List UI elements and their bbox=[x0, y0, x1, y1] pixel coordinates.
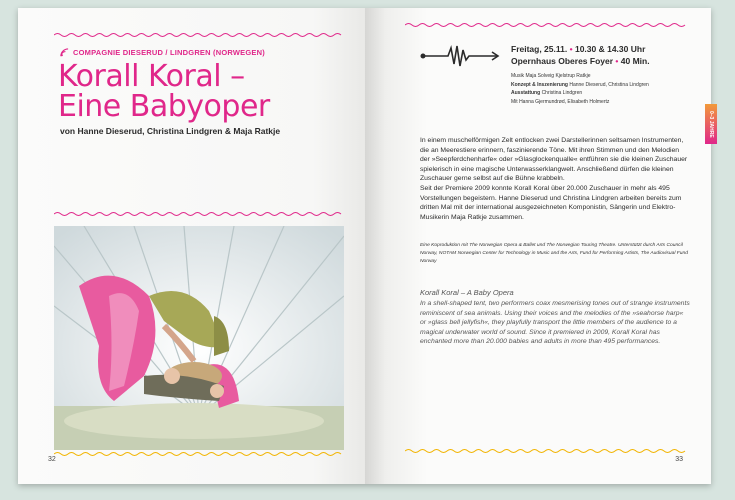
authors: von Hanne Dieserud, Christina Lindgren & Maja Ratkje bbox=[60, 126, 281, 136]
separator-dot: • bbox=[569, 44, 573, 54]
wavy-divider-bottom-right bbox=[405, 448, 690, 454]
wavy-divider-bottom-left bbox=[54, 451, 344, 457]
venue-name: Opernhaus Oberes Foyer bbox=[511, 56, 614, 66]
page-number-right: 33 bbox=[675, 456, 683, 463]
credit-row: Ausstattung Christina Lindgren bbox=[511, 90, 583, 96]
company-name: COMPAGNIE DIESERUD / LINDGREN (NORWEGEN) bbox=[73, 48, 265, 57]
page-number-left: 32 bbox=[48, 456, 56, 463]
credit-row: Konzept & Inszenierung Hanne Dieserud, Christina Lindgren bbox=[511, 81, 649, 88]
body-paragraph-1: In einem muschelförmigen Zelt entlocken zwei Darstellerinnen seltsamen Instrumenten, die an Meerestiere erinnern, faszinierende Töne. Mit ihren Stimmen und den Melodien der »Seepferdchenharfe« oder »Glasglockenqualle« entführen sie die kleinen Zuschauer spielerisch in eine magische Unterwasserklangwelt. Anschließend dürfen die kleinen Zuschauer gerne selbst auf die Bühne krabbeln. bbox=[420, 137, 688, 183]
age-tab: 0–3 JAHRE bbox=[705, 104, 717, 144]
wavy-divider-top-right bbox=[405, 22, 690, 28]
right-page bbox=[365, 8, 714, 484]
credit-row: Mit Hanna Gjermundrød, Elisabeth Holmertz bbox=[511, 98, 610, 105]
left-page bbox=[18, 8, 365, 484]
wavy-divider-mid-left bbox=[54, 211, 344, 217]
performance-photo bbox=[54, 226, 344, 450]
coproduction-note: Eine Koproduktion mit The Norwegian Opera & Ballet und The Norwegian Touring Theatre. Unterstützt durch Arts Council Norway, NOTAM Norwegian Center for Technology in Music and the Arts, Fund for Performing Artists, The Audiovisual Fund Norway bbox=[420, 243, 688, 264]
heartbeat-icon bbox=[420, 44, 500, 68]
page-title bbox=[58, 59, 348, 124]
brochure-spread bbox=[18, 8, 714, 484]
credit-row: Musik Maja Solveig Kjelstrup Ratkje bbox=[511, 73, 591, 79]
separator-dot: • bbox=[615, 56, 619, 66]
credits-list bbox=[511, 72, 649, 106]
body-text-german bbox=[420, 136, 690, 222]
event-day: Freitag, 25.11. bbox=[511, 44, 568, 54]
wavy-divider-top-left bbox=[54, 32, 344, 38]
event-venue bbox=[511, 56, 650, 66]
event-times: 10.30 & 14.30 Uhr bbox=[574, 44, 646, 54]
company-label bbox=[60, 48, 265, 57]
signal-icon bbox=[60, 48, 69, 57]
body-text-english: In a shell-shaped tent, two performers coax mesmerising tones out of strange instruments reminiscent of sea animals. Using their voices and the melodies of the »seahorse harp« or »glass bell jellyfish«, they playfully transport the little members of the audience to a magical underwater world of sound. Since it premiered in 2009, Korall Koral has enchanted more than 20.000 babies and adults in more than 495 performances. bbox=[420, 300, 690, 346]
english-title: Korall Koral – A Baby Opera bbox=[420, 288, 514, 297]
title-line-1: Korall Koral – bbox=[58, 59, 245, 94]
body-paragraph-2: Seit der Premiere 2009 konnte Korall Koral über 20.000 Zuschauer in mehr als 495 Vorstellungen begeistern. Hanne Dieserud und Christina Lindgren arbeiten bereits zum dritten Mal mit der international ausgezeichneten Komponistin, Sängerin und Elektro-Musikerin Maja Ratkje zusammen. bbox=[420, 184, 682, 221]
event-duration: 40 Min. bbox=[620, 56, 650, 66]
title-line-2: Eine Babyoper bbox=[58, 89, 270, 124]
event-date bbox=[511, 44, 645, 54]
